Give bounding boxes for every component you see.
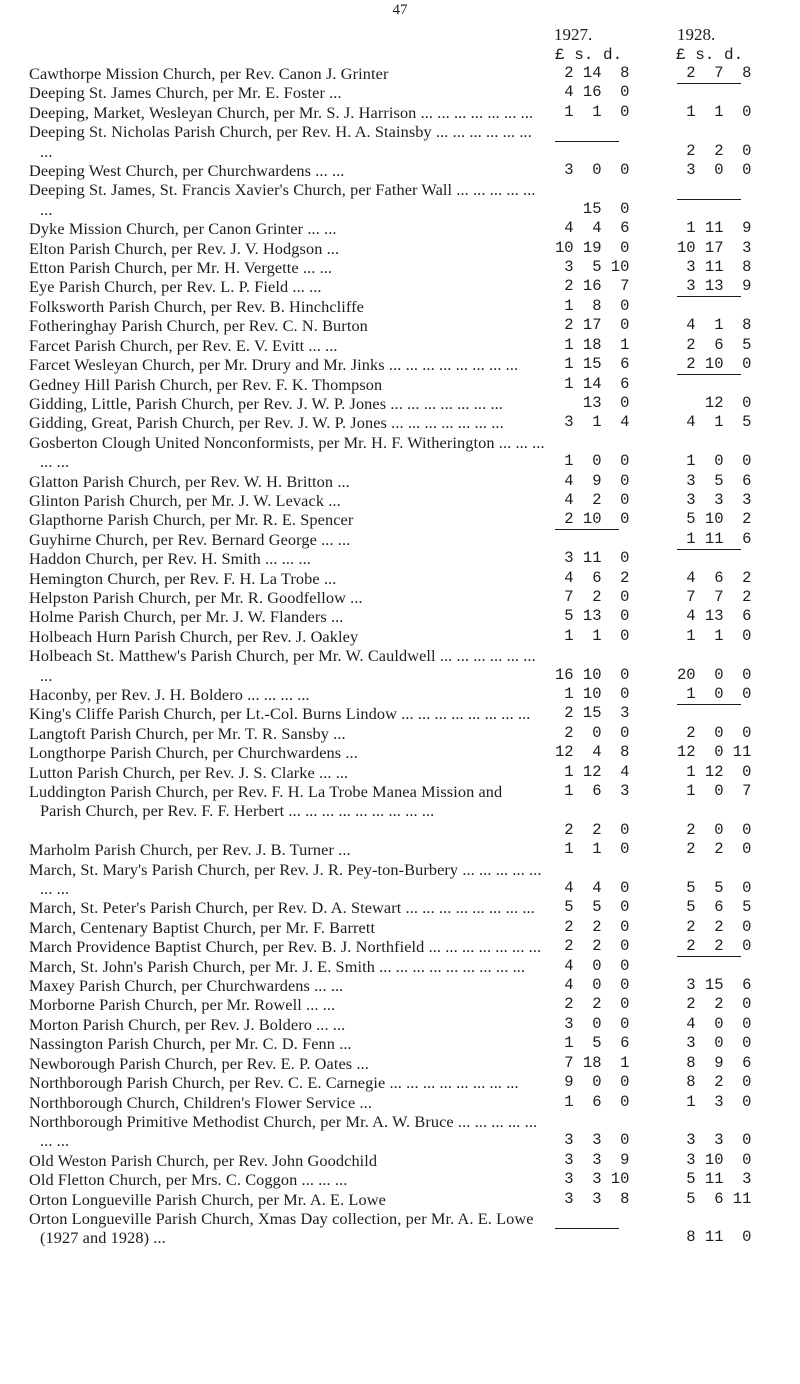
entry-description: Fotheringhay Parish Church, per Rev. C. N. Burton: [29, 316, 368, 336]
entry-description: Glapthorne Parish Church, per Mr. R. E. Spencer: [29, 510, 354, 530]
amount-1928: 5 11 3: [677, 1170, 752, 1189]
amount-1927: 4 4 0: [555, 879, 630, 898]
amount-1928: 2 7 8: [677, 64, 752, 82]
list-item: [0, 122, 800, 161]
currency-header-1927: £ s. d.: [555, 46, 623, 64]
list-item: [0, 607, 800, 626]
amount-1927: [555, 1219, 621, 1238]
amount-1927: 1 5 6: [555, 1034, 630, 1053]
amount-1928: 4 0 0: [677, 1014, 752, 1033]
amount-1928: 3 3 3: [677, 490, 752, 509]
amount-1928: 2 2 0: [677, 917, 752, 936]
entry-description: Old Weston Parish Church, per Rev. John Goodchild: [29, 1150, 378, 1170]
amount-1927: 12 4 8: [555, 743, 630, 762]
entry-description: Haconby, per Rev. J. H. Boldero ... ... ... ...: [29, 685, 310, 704]
list-item: [0, 258, 800, 277]
entry-description: Helpston Parish Church, per Mr. R. Goodfellow ...: [29, 587, 363, 607]
list-item: [0, 976, 800, 995]
amount-1927: 3 0 0: [555, 1014, 630, 1033]
entry-description: Glatton Parish Church, per Rev. W. H. Britton ...: [29, 471, 350, 491]
amount-1927: 1 1 0: [555, 626, 630, 645]
amount-1928: 1 11 6: [677, 529, 752, 548]
amount-1928: 20 0 0: [677, 665, 752, 684]
list-item: [0, 821, 800, 840]
entry-description: Morton Parish Church, per Rev. J. Boldero ... ...: [29, 1014, 346, 1034]
amount-1927: 7 2 0: [555, 587, 630, 606]
amount-1928: 3 3 0: [677, 1131, 752, 1150]
amount-1928: [677, 695, 743, 714]
amount-1928: 8 2 0: [677, 1073, 752, 1092]
list-item: [0, 1054, 800, 1073]
entry-description: Deeping St. Nicholas Parish Church, per Rev. H. A. Stainsby ... ... ... ... ... ... ...: [29, 122, 532, 161]
amount-1928: 8 9 6: [677, 1053, 752, 1072]
amount-1928: [677, 540, 743, 559]
amount-1927: 3 3 0: [555, 1131, 630, 1150]
entry-description: Haddon Church, per Rev. H. Smith ... ... ...: [29, 549, 311, 569]
list-item: [0, 433, 800, 472]
list-item: [0, 1034, 800, 1053]
amount-1928: 2 10 0: [677, 355, 752, 374]
dash-line: [677, 374, 741, 375]
amount-1927: 1 15 6: [555, 355, 630, 374]
list-item: [0, 1190, 800, 1209]
amount-1927: 3 3 10: [555, 1170, 630, 1189]
amount-1927: 1 6 0: [555, 1092, 630, 1111]
entry-description: Gedney Hill Parish Church, per Rev. F. K. Thompson: [29, 374, 383, 394]
amount-1928: 4 1 8: [677, 316, 752, 335]
entry-description: March Providence Baptist Church, per Rev. B. J. Northfield ... ... ... ... ... ... ...: [29, 937, 542, 957]
list-item: [0, 83, 800, 102]
amount-1927: 2 2 0: [555, 937, 630, 956]
amount-1928: [677, 948, 743, 967]
list-item: [0, 219, 800, 238]
amount-1927: 10 19 0: [555, 238, 630, 257]
amount-1927: 2 2 0: [555, 820, 630, 839]
list-item: [0, 491, 800, 510]
amount-1927: 1 10 0: [555, 685, 630, 703]
list-item: [0, 1073, 800, 1092]
entry-description: Deeping St. James Church, per Mr. E. Foster ...: [29, 83, 342, 103]
amount-1927: 1 14 6: [555, 374, 630, 393]
amount-1927: 16 10 0: [555, 665, 630, 684]
amount-1927: 5 13 0: [555, 607, 630, 626]
entry-description: March, St. John's Parish Church, per Mr. J. E. Smith ... ... ... ... ... ... ... ... ...: [29, 956, 526, 976]
amount-1927: 1 18 1: [555, 335, 630, 354]
entry-description: King's Cliffe Parish Church, per Lt.-Col. Burns Lindow ... ... ... ... ... ... ... ...: [29, 704, 531, 724]
list-item: [0, 704, 800, 723]
list-item: [0, 297, 800, 316]
entry-description: March, Centenary Baptist Church, per Mr. F. Barrett: [29, 917, 376, 937]
list-item: [0, 336, 800, 355]
dash-line: [677, 549, 741, 550]
amount-1928: 3 11 8: [677, 258, 752, 277]
entry-description: Nassington Parish Church, per Mr. C. D. Fenn ...: [29, 1034, 352, 1054]
entry-description: Lutton Parish Church, per Rev. J. S. Clarke ... ...: [29, 762, 349, 782]
amount-1928: 4 6 2: [677, 568, 752, 587]
amount-1928: 5 6 5: [677, 898, 752, 917]
amount-1928: 4 13 6: [677, 607, 752, 626]
amount-1927: 3 1 4: [555, 413, 630, 432]
amount-1927: 4 9 0: [555, 471, 630, 490]
amount-1927: [555, 133, 621, 152]
entry-description: Gosberton Clough United Nonconformists, per Mr. H. F. Witherington ... ... ... ... ...: [29, 432, 545, 472]
amount-1928: 3 10 0: [677, 1150, 752, 1169]
amount-1927: 4 16 0: [555, 83, 630, 102]
entry-description: Eye Parish Church, per Rev. L. P. Field ... ...: [29, 277, 322, 297]
amount-1927: [555, 521, 621, 540]
amount-1927: 3 3 9: [555, 1150, 630, 1169]
amount-1928: 2 0 0: [677, 723, 752, 742]
entry-description: Northborough Church, Children's Flower Service ...: [29, 1092, 373, 1112]
entry-description: March, St. Mary's Parish Church, per Rev. J. R. Pey-ton-Burbery ... ... ... ... ... ... ...: [29, 859, 542, 899]
entry-description: Maxey Parish Church, per Churchwardens ... ...: [29, 976, 344, 996]
amount-1928: 10 17 3: [677, 238, 752, 257]
entry-description: Gidding, Great, Parish Church, per Rev. J. W. P. Jones ... ... ... ... ... ... ...: [29, 413, 504, 433]
amount-1927: 2 15 3: [555, 704, 630, 723]
amount-1928: 3 13 9: [677, 277, 752, 296]
contributions-list: [0, 64, 800, 1248]
amount-1927: 2 0 0: [555, 723, 630, 742]
entry-description: Guyhirne Church, per Rev. Bernard George ... ...: [29, 529, 351, 549]
entry-description: Farcet Parish Church, per Rev. E. V. Evitt ... ...: [29, 335, 338, 355]
entry-description: Elton Parish Church, per Rev. J. V. Hodgson ...: [29, 238, 340, 258]
amount-1928: 1 12 0: [677, 762, 752, 781]
amount-1928: 4 1 5: [677, 413, 752, 432]
amount-1927: 1 12 4: [555, 762, 630, 781]
list-item: [0, 1209, 800, 1248]
amount-1928: [677, 288, 743, 307]
list-item: [0, 569, 800, 588]
amount-1928: 1 0 7: [677, 782, 752, 801]
entry-description: Cawthorpe Mission Church, per Rev. Canon J. Grinter: [29, 64, 389, 83]
amount-1928: 1 1 0: [677, 626, 752, 645]
list-item: [0, 898, 800, 917]
amount-1928: 1 3 0: [677, 1092, 752, 1111]
list-item: [0, 472, 800, 491]
amount-1928: 3 0 0: [677, 161, 752, 180]
entry-description: Orton Longueville Parish Church, per Mr. A. E. Lowe: [29, 1189, 386, 1209]
dash-line: [677, 956, 741, 957]
list-item: [0, 1093, 800, 1112]
amount-1928: 2 6 5: [677, 335, 752, 354]
list-item: [0, 918, 800, 937]
amount-1928: 2 2 0: [677, 141, 752, 160]
amount-1928: 2 0 0: [677, 820, 752, 839]
dash-line: [677, 296, 741, 297]
amount-1928: [677, 366, 743, 385]
amount-1927: 1 0 0: [555, 452, 630, 471]
list-item: [0, 995, 800, 1014]
entry-description: Holbeach St. Matthew's Parish Church, per Mr. W. Cauldwell ... ... ... ... ... ... ...: [29, 646, 536, 685]
list-item: [0, 413, 800, 432]
amount-1927: 4 2 0: [555, 490, 630, 509]
amount-1927: 3 5 10: [555, 258, 630, 277]
entry-description: Marholm Parish Church, per Rev. J. B. Turner ...: [29, 840, 351, 860]
entry-description: Etton Parish Church, per Mr. H. Vergette ... ...: [29, 258, 333, 278]
amount-1928: 3 15 6: [677, 976, 752, 995]
list-item: [0, 1151, 800, 1170]
amount-1927: 4 0 0: [555, 956, 630, 975]
amount-1928: 12 0: [677, 393, 752, 412]
entry-description: Langtoft Parish Church, per Mr. T. R. Sansby ...: [29, 723, 346, 743]
entry-description: Holme Parish Church, per Mr. J. W. Flanders ...: [29, 607, 344, 627]
list-item: [0, 1170, 800, 1189]
amount-1927: 9 0 0: [555, 1073, 630, 1092]
entry-description: Longthorpe Parish Church, per Churchwardens ...: [29, 743, 358, 763]
amount-1928: 5 5 0: [677, 879, 752, 898]
list-item: [0, 782, 800, 821]
entry-description: Gidding, Little, Parish Church, per Rev. J. W. P. Jones ... ... ... ... ... ... ...: [29, 393, 503, 413]
amount-1928: 1 11 9: [677, 219, 752, 238]
amount-1927: 2 16 7: [555, 277, 630, 296]
amount-1928: 1 1 0: [677, 102, 752, 121]
list-item: [0, 180, 800, 219]
amount-1927: 2 2 0: [555, 917, 630, 936]
list-item: [0, 763, 800, 782]
amount-1927: 1 1 0: [555, 102, 630, 121]
amount-1927: 4 6 2: [555, 568, 630, 587]
amount-1927: 2 10 0: [555, 510, 630, 529]
amount-1927: 4 0 0: [555, 976, 630, 995]
amount-1927: 2 14 8: [555, 64, 630, 82]
currency-header-1928: £ s. d.: [676, 46, 744, 64]
amount-1928: 5 10 2: [677, 510, 752, 529]
amount-1928: 7 7 2: [677, 587, 752, 606]
entry-description: Newborough Parish Church, per Rev. E. P. Oates ...: [29, 1053, 369, 1073]
entry-description: Farcet Wesleyan Church, per Mr. Drury and Mr. Jinks ... ... ... ... ... ... ... ...: [29, 355, 519, 375]
dash-line: [677, 83, 741, 84]
list-item: [0, 743, 800, 762]
entry-description: Morborne Parish Church, per Mr. Rowell ... ...: [29, 995, 336, 1015]
amount-1927: 4 4 6: [555, 219, 630, 238]
amount-1927: 15 0: [555, 199, 630, 218]
amount-1928: 1 0 0: [677, 452, 752, 471]
entry-description: [29, 821, 545, 840]
list-item: [0, 646, 800, 685]
amount-1928: [677, 74, 743, 93]
list-item: [0, 1112, 800, 1151]
amount-1928: 12 0 11: [677, 743, 752, 762]
list-item: [0, 627, 800, 646]
amount-1928: [677, 191, 743, 210]
list-item: [0, 316, 800, 335]
dash-line: [555, 1228, 619, 1229]
entry-description: Deeping, Market, Wesleyan Church, per Mr. S. J. Harrison ... ... ... ... ... ... ...: [29, 102, 534, 122]
entry-description: Deeping West Church, per Churchwardens ... ...: [29, 161, 345, 181]
dash-line: [555, 141, 619, 142]
amount-1928: 2 2 0: [677, 840, 752, 859]
amount-1927: 3 11 0: [555, 549, 630, 568]
page-number: 47: [392, 2, 408, 18]
entry-description: Deeping St. James, St. Francis Xavier's Church, per Father Wall ... ... ... ... ... ...: [29, 180, 536, 219]
amount-1928: 5 6 11: [677, 1189, 752, 1208]
entry-description: Dyke Mission Church, per Canon Grinter ... ...: [29, 219, 337, 239]
amount-1927: 2 17 0: [555, 316, 630, 335]
dash-line: [677, 704, 741, 705]
list-item: [0, 860, 800, 899]
list-item: [0, 549, 800, 568]
amount-1928: 3 0 0: [677, 1034, 752, 1053]
column-header-1927: 1927.: [554, 25, 593, 44]
list-item: [0, 239, 800, 258]
entry-description: Folksworth Parish Church, per Rev. B. Hinchcliffe: [29, 296, 364, 316]
list-item: [0, 957, 800, 976]
amount-1927: 13 0: [555, 393, 630, 412]
amount-1927: 3 3 8: [555, 1189, 630, 1208]
dash-line: [677, 199, 741, 200]
amount-1927: 3 0 0: [555, 161, 630, 180]
amount-1927: 1 1 0: [555, 840, 630, 859]
list-item: [0, 840, 800, 859]
entry-description: Northborough Primitive Methodist Church, per Mr. A. W. Bruce ... ... ... ... ... ... ...: [29, 1111, 538, 1151]
dash-line: [555, 529, 619, 530]
list-item: [0, 588, 800, 607]
entry-description: Luddington Parish Church, per Rev. F. H. La Trobe Manea Mission and Parish Church, per Rev. F. F. Herbert ... ... ... ... ... ... ... ... ...: [29, 782, 503, 821]
list-item: [0, 724, 800, 743]
list-item: [0, 161, 800, 180]
entry-description: Old Fletton Church, per Mrs. C. Coggon ... ... ...: [29, 1170, 348, 1190]
amount-1927: 7 18 1: [555, 1053, 630, 1072]
amount-1928: 2 2 0: [677, 995, 752, 1014]
entry-description: March, St. Peter's Parish Church, per Rev. D. A. Stewart ... ... ... ... ... ... ... ...: [29, 898, 535, 918]
entry-description: Northborough Parish Church, per Rev. C. E. Carnegie ... ... ... ... ... ... ... ...: [29, 1073, 519, 1093]
entry-description: Holbeach Hurn Parish Church, per Rev. J. Oakley: [29, 626, 359, 646]
entry-description: Orton Longueville Parish Church, Xmas Day collection, per Mr. A. E. Lowe (1927 and 1928) ...: [29, 1208, 534, 1248]
list-item: [0, 510, 800, 529]
list-item: [0, 1015, 800, 1034]
entry-description: Hemington Church, per Rev. F. H. La Trobe ...: [29, 568, 337, 588]
amount-1928: 8 11 0: [677, 1228, 752, 1247]
amount-1928: 1 0 0: [677, 685, 752, 703]
list-item: [0, 394, 800, 413]
list-item: [0, 375, 800, 394]
amount-1927: 1 8 0: [555, 296, 630, 315]
list-item: [0, 103, 800, 122]
amount-1928: 2 2 0: [677, 937, 752, 956]
amount-1927: 1 6 3: [555, 782, 630, 801]
amount-1927: 2 2 0: [555, 995, 630, 1014]
amount-1928: 3 5 6: [677, 471, 752, 490]
entry-description: Glinton Parish Church, per Mr. J. W. Levack ...: [29, 490, 341, 510]
amount-1927: 5 5 0: [555, 898, 630, 917]
column-header-1928: 1928.: [677, 25, 716, 44]
